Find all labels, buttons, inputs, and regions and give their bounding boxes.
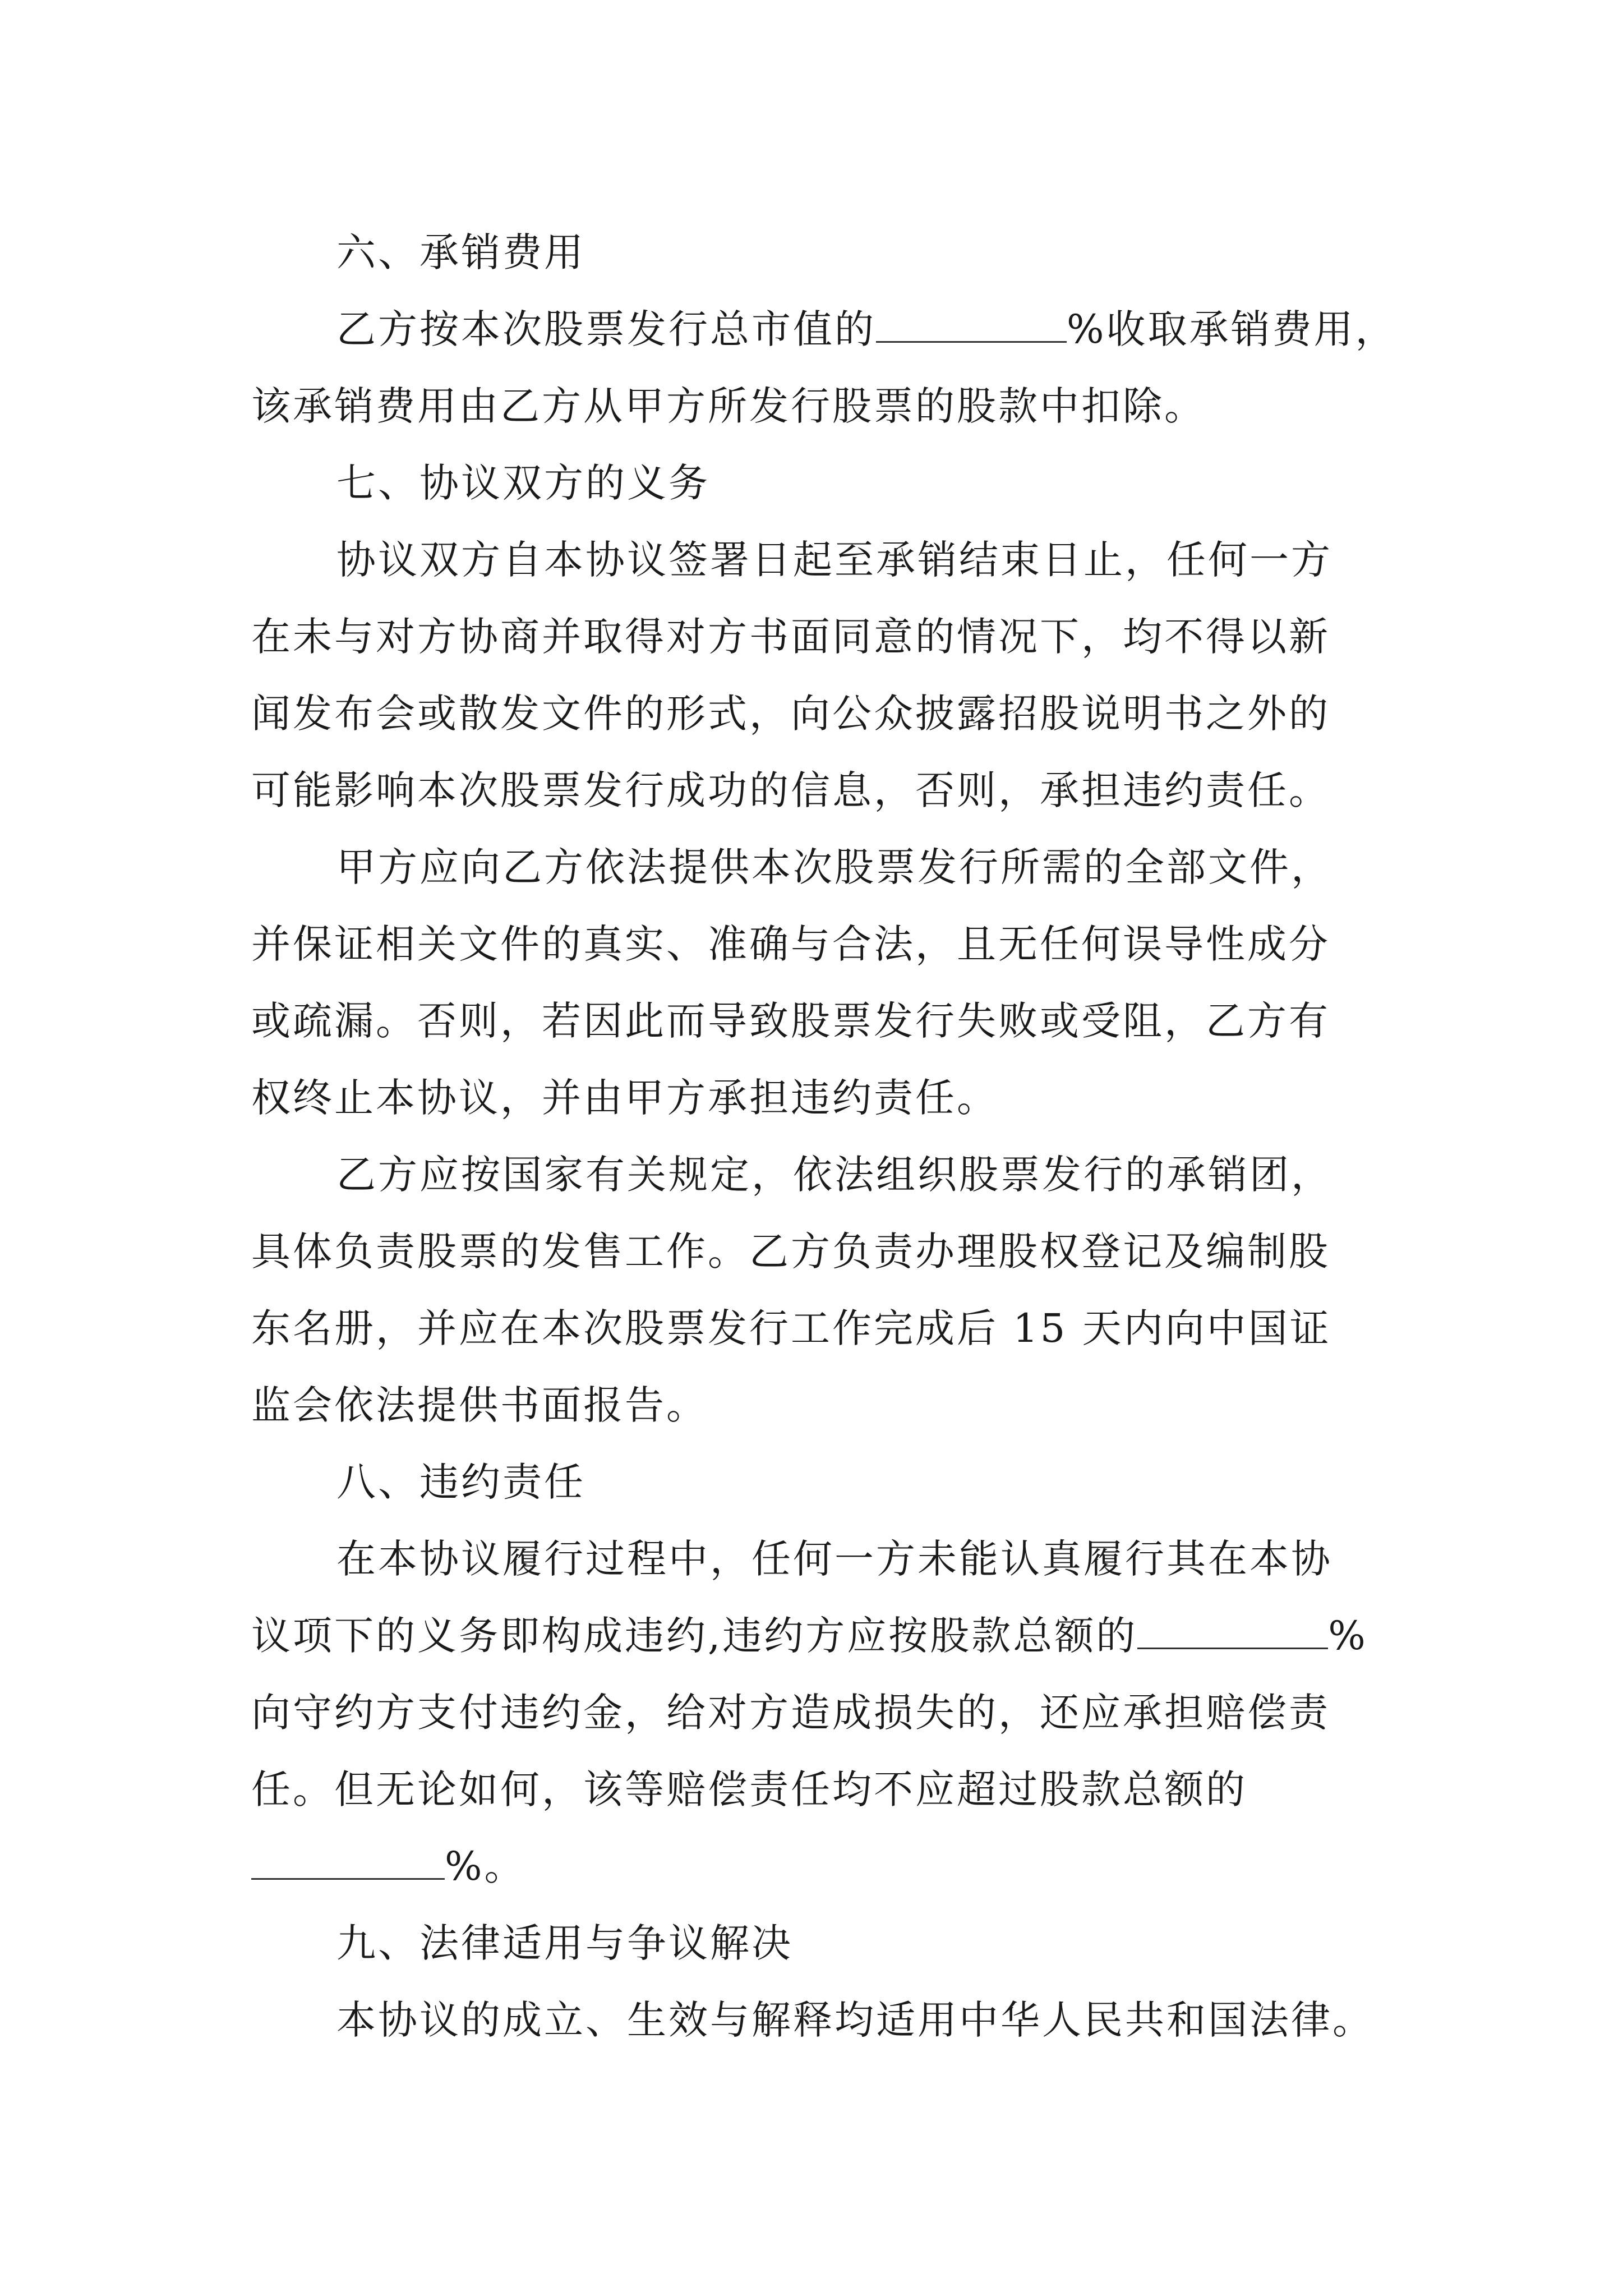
- paragraph-line: 该承销费用由乙方从甲方所发行股票的股款中扣除。: [251, 383, 1206, 429]
- text-segment: 议项下的义务即构成违约,违约方应按股款总额的: [251, 1613, 1138, 1659]
- paragraph-line: 任。但无论如何，该等赔偿责任均不应超过股款总额的: [251, 1766, 1247, 1812]
- document-page: [251, 214, 1395, 2059]
- section-heading-underwriting-fee: 六、承销费用: [336, 229, 585, 275]
- paragraph-line: [251, 1828, 1395, 1905]
- paragraph-line: 协议双方自本协议签署日起至承销结束日止，任何一方: [336, 537, 1332, 583]
- section-heading-breach-liability: 八、违约责任: [336, 1459, 585, 1505]
- paragraph-line: 乙方应按国家有关规定，依法组织股票发行的承销团，: [336, 1152, 1332, 1198]
- fill-in-blank[interactable]: [1137, 1616, 1328, 1649]
- paragraph-line: 并保证相关文件的真实、准确与合法，且无任何误导性成分: [251, 921, 1330, 967]
- fill-in-blank[interactable]: [876, 310, 1067, 343]
- text-segment: %。: [445, 1843, 526, 1889]
- paragraph-line: 或疏漏。否则，若因此而导致股票发行失败或受阻，乙方有: [251, 998, 1330, 1044]
- paragraph-line: [251, 1598, 1395, 1674]
- paragraph-line: 具体负责股票的发售工作。乙方负责办理股权登记及编制股: [251, 1228, 1330, 1274]
- paragraph-line: [251, 291, 1395, 368]
- section-heading-governing-law: 九、法律适用与争议解决: [336, 1920, 793, 1966]
- paragraph-line: 在本协议履行过程中，任何一方未能认真履行其在本协: [336, 1536, 1332, 1582]
- paragraph-line: 甲方应向乙方依法提供本次股票发行所需的全部文件，: [336, 844, 1332, 890]
- text-segment: %: [1328, 1613, 1368, 1659]
- paragraph-line: 东名册，并应在本次股票发行工作完成后 15 天内向中国证: [251, 1305, 1331, 1351]
- paragraph-line: 本协议的成立、生效与解释均适用中华人民共和国法律。: [336, 1997, 1374, 2043]
- paragraph-line: 可能影响本次股票发行成功的信息，否则，承担违约责任。: [251, 767, 1330, 813]
- paragraph-line: 闻发布会或散发文件的形式，向公众披露招股说明书之外的: [251, 691, 1330, 737]
- fill-in-blank[interactable]: [251, 1847, 445, 1880]
- text-segment: %收取承销费用，: [1067, 306, 1397, 352]
- paragraph-line: 权终止本协议，并由甲方承担违约责任。: [251, 1075, 998, 1121]
- paragraph-line: 监会依法提供书面报告。: [251, 1382, 708, 1428]
- section-heading-obligations: 七、协议双方的义务: [336, 460, 710, 506]
- paragraph-line: 在未与对方协商并取得对方书面同意的情况下，均不得以新: [251, 614, 1330, 660]
- text-segment: 乙方按本次股票发行总市值的: [336, 306, 876, 352]
- paragraph-line: 向守约方支付违约金，给对方造成损失的，还应承担赔偿责: [251, 1690, 1330, 1736]
